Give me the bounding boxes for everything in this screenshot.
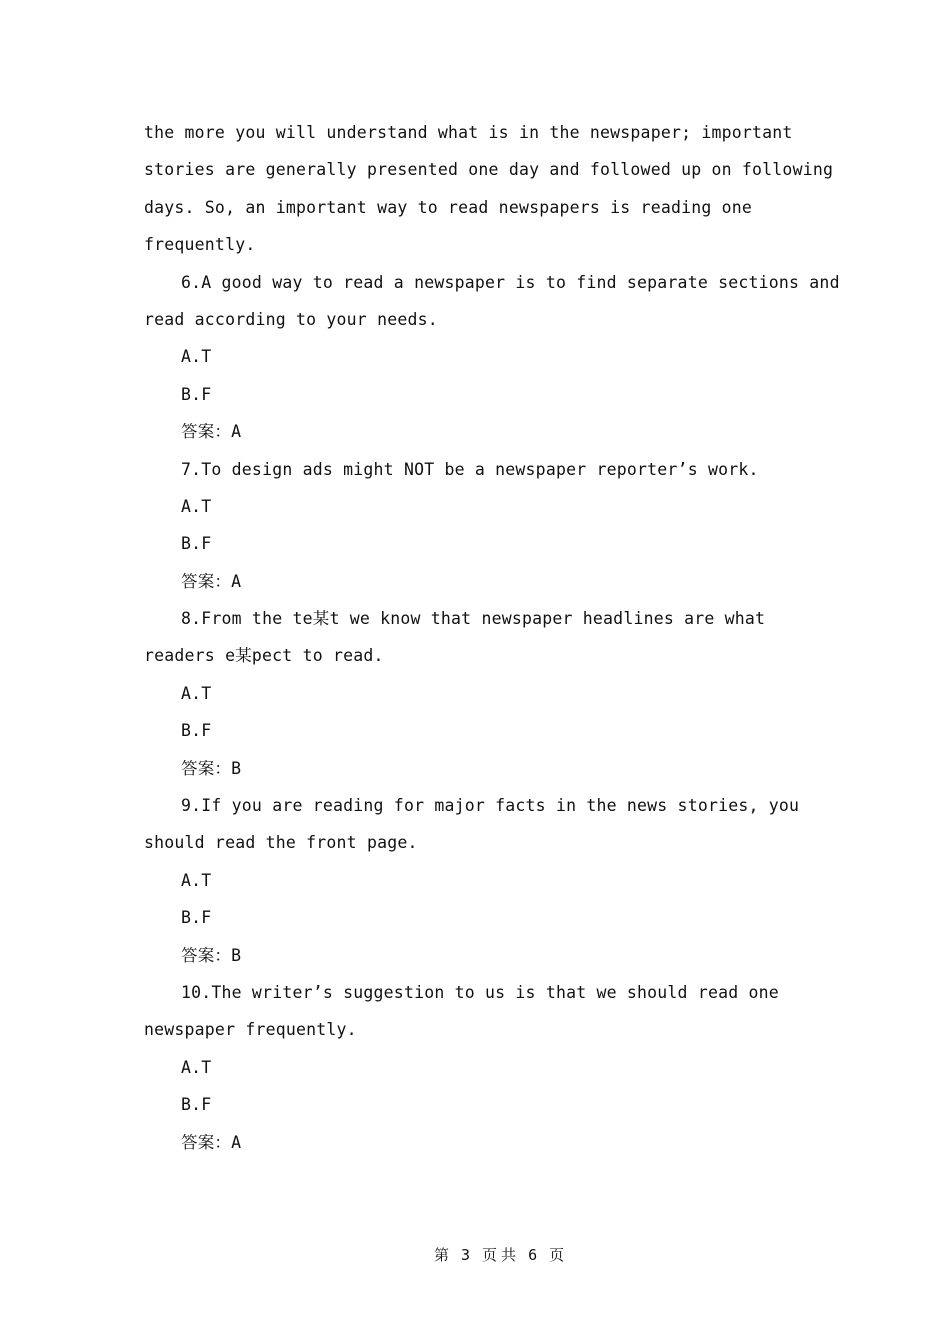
question-10-option-a: A.T bbox=[181, 1057, 212, 1077]
question-7-text: 7.To design ads might NOT be a newspaper reporter’s work. bbox=[181, 459, 759, 479]
question-9-text: 9.If you are reading for major facts in the news stories, you bbox=[181, 796, 800, 816]
question-8-answer: 答案：B bbox=[181, 758, 242, 778]
question-8-text: 8.From the te某t we know that newspaper headlines are what bbox=[181, 609, 766, 629]
footer-prefix: 第 bbox=[434, 1246, 454, 1264]
footer-total-pages: 6 bbox=[528, 1246, 542, 1264]
document-body bbox=[144, 114, 840, 1161]
question-9-text-cont: should read the front page. bbox=[144, 833, 418, 853]
page-footer bbox=[0, 1226, 950, 1283]
question-10-option-b: B.F bbox=[181, 1095, 212, 1115]
question-7-option-b: B.F bbox=[181, 534, 212, 554]
question-9-option-a: A.T bbox=[181, 870, 212, 890]
question-7-option-a: A.T bbox=[181, 496, 212, 516]
footer-middle: 页共 bbox=[482, 1246, 521, 1264]
question-8-option-b: B.F bbox=[181, 721, 212, 741]
question-6-text: 6.A good way to read a newspaper is to find separate sections and bbox=[181, 272, 840, 292]
question-8-option-a: A.T bbox=[181, 683, 212, 703]
paragraph-line: the more you will understand what is in the newspaper; important bbox=[144, 123, 793, 142]
paragraph-line: stories are generally presented one day and followed up on following bbox=[144, 160, 834, 180]
question-7-answer: 答案：A bbox=[181, 571, 242, 591]
paragraph-line: frequently. bbox=[144, 235, 256, 255]
question-10-text-cont: newspaper frequently. bbox=[144, 1020, 357, 1040]
question-6-text-cont: read according to your needs. bbox=[144, 309, 438, 329]
paragraph-line: days. So, an important way to read newspapers is reading one bbox=[144, 197, 753, 217]
footer-suffix: 页 bbox=[549, 1246, 569, 1264]
question-6-option-a: A.T bbox=[181, 347, 212, 367]
question-6-option-b: B.F bbox=[181, 384, 212, 404]
question-8-text-cont: readers e某pect to read. bbox=[144, 646, 384, 666]
question-6-answer: 答案：A bbox=[181, 422, 242, 442]
question-10-text: 10.The writer’s suggestion to us is that we should read one bbox=[181, 982, 779, 1002]
question-10-answer: 答案：A bbox=[181, 1132, 242, 1152]
question-9-option-b: B.F bbox=[181, 908, 212, 928]
footer-current-page: 3 bbox=[461, 1246, 475, 1264]
question-9-answer: 答案：B bbox=[181, 945, 242, 965]
